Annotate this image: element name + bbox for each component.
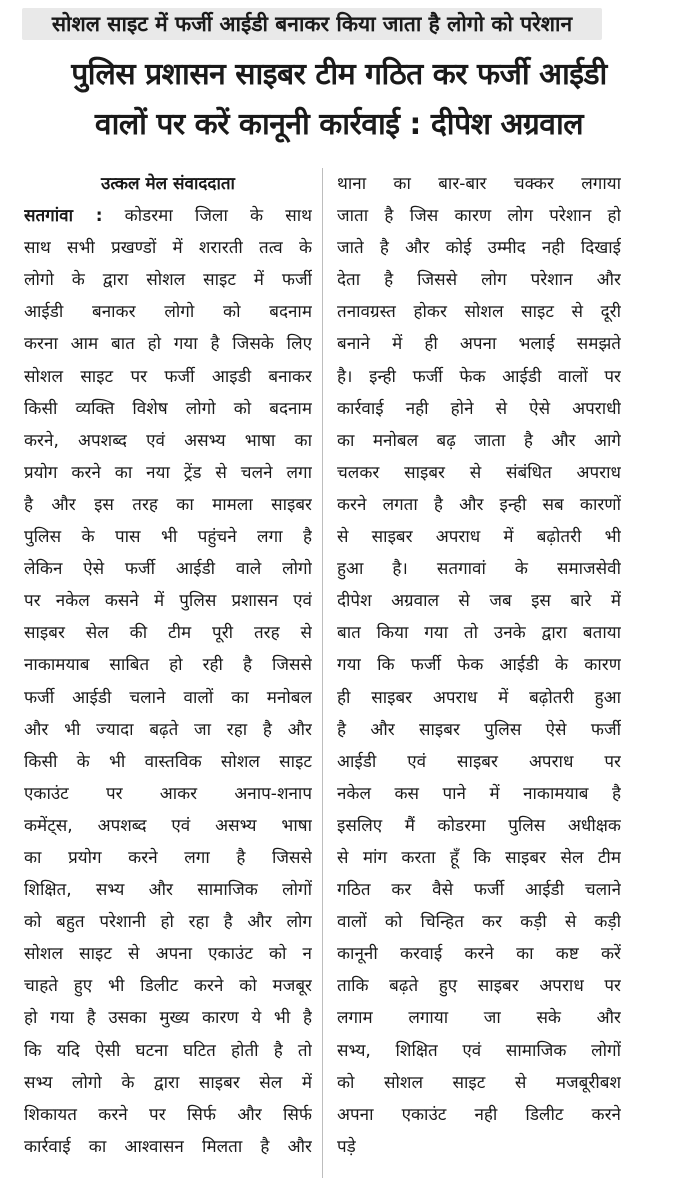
left-line-15: फर्जी आईडी चलाने वालों का मनोबल <box>24 687 312 708</box>
left-line-2: लोगो के द्वारा सोशल साइट में फर्जी <box>24 270 312 291</box>
left-line-14: नाकामयाब साबित हो रही है जिससे <box>24 655 312 676</box>
right-line-14: बात किया गया तो उनके द्वारा बताया <box>337 623 621 644</box>
headline-line-2: वालों पर करें कानूनी कार्रवाई : दीपेश अग्रवाल <box>94 107 584 142</box>
right-line-6: है। इन्ही फर्जी फेक आईडी वालों पर <box>337 366 621 387</box>
right-line-27: सभ्य, शिक्षित एवं सामाजिक लोगों <box>337 1040 621 1061</box>
left-line-17: किसी के भी वास्तविक सोशल साइट <box>24 751 312 772</box>
right-line-17: है और साइबर पुलिस ऐसे फर्जी <box>337 719 621 740</box>
right-line-26: लगाम लगाया जा सके और <box>337 1008 621 1029</box>
left-line-9: है और इस तरह का मामला साइबर <box>24 494 312 515</box>
left-line-0: कोडरमा जिला के साथ <box>124 206 312 227</box>
left-line-16: और भी ज्यादा बढ़ते जा रहा है और <box>24 719 312 740</box>
left-line-6: किसी व्यक्ति विशेष लोगो को बदनाम <box>24 398 312 419</box>
left-line-27: सभ्य लोगो के द्वारा साइबर सेल में <box>24 1072 312 1093</box>
right-line-7: कार्रवाई नही होने से ऐसे अपराधी <box>337 398 621 419</box>
left-line-19: कमेंट्स, अपशब्द एवं असभ्य भाषा <box>24 815 312 836</box>
right-line-29: अपना एकाउंट नही डिलीट करने <box>337 1104 621 1125</box>
right-line-8: का मनोबल बढ़ जाता है और आगे <box>337 430 621 451</box>
left-line-7: करने, अपशब्द एवं असभ्य भाषा का <box>24 430 312 451</box>
right-line-15: गया कि फर्जी फेक आईडी के कारण <box>337 655 621 676</box>
headline-line-1: पुलिस प्रशासन साइबर टीम गठित कर फर्जी आईडी <box>71 57 607 92</box>
left-line-26: कि यदि ऐसी घटना घटित होती है तो <box>24 1040 312 1061</box>
left-line-1: साथ सभी प्रखण्डों में शरारती तत्व के <box>24 238 312 259</box>
right-line-20: इसलिए मैं कोडरमा पुलिस अधीक्षक <box>337 815 621 836</box>
right-line-11: से साइबर अपराध में बढ़ोतरी भी <box>337 527 621 548</box>
left-column <box>24 168 312 1163</box>
right-line-18: आईडी एवं साइबर अपराध पर <box>337 751 621 772</box>
left-line-29: कार्रवाई का आश्वासन मिलता है और <box>24 1136 312 1157</box>
right-line-0: थाना का बार-बार चक्कर लगाया <box>337 174 621 194</box>
right-line-5: बनाने में ही अपना भलाई समझते <box>337 334 621 355</box>
left-line-12: पर नकेल कसने में पुलिस प्रशासन एवं <box>24 591 312 612</box>
right-line-21: से मांग करता हूँ कि साइबर सेल टीम <box>337 847 621 868</box>
dateline: सतगांवा : <box>24 206 103 227</box>
right-line-1: जाता है जिस कारण लोग परेशान हो <box>337 206 621 227</box>
right-line-25: ताकि बढ़ते हुए साइबर अपराध पर <box>337 976 621 997</box>
left-line-22: को बहुत परेशानी हो रहा है और लोग <box>24 912 312 933</box>
byline: उत्कल मेल संवाददाता <box>101 174 235 194</box>
left-line-18: एकाउंट पर आकर अनाप-शनाप <box>24 783 312 804</box>
right-line-16: ही साइबर अपराध में बढ़ोतरी हुआ <box>337 687 621 708</box>
column-line <box>24 200 312 232</box>
right-line-23: वालों को चिन्हित कर कड़ी से कड़ी <box>337 912 621 933</box>
kicker-banner: सोशल साइट में फर्जी आईडी बनाकर किया जाता है लोगो को परेशान <box>22 8 602 40</box>
right-line-30: पड़े <box>337 1136 356 1157</box>
right-line-24: कानूनी करवाई करने का कष्ट करें <box>337 944 621 965</box>
left-line-23: सोशल साइट से अपना एकाउंट को न <box>24 944 312 965</box>
left-line-10: पुलिस के पास भी पहुंचने लगा है <box>24 527 312 548</box>
right-line-9: चलकर साइबर से संबंधित अपराध <box>337 462 621 483</box>
left-line-11: लेकिन ऐसे फर्जी आईडी वाले लोगो <box>24 559 312 580</box>
left-line-24: चाहते हुए भी डिलीट करने को मजबूर <box>24 976 312 997</box>
left-line-20: का प्रयोग करने लगा है जिससे <box>24 847 312 868</box>
right-line-22: गठित कर वैसे फर्जी आईडी चलाने <box>337 880 621 901</box>
right-line-13: दीपेश अग्रवाल से जब इस बारे में <box>337 591 621 612</box>
left-line-21: शिक्षित, सभ्य और सामाजिक लोगों <box>24 880 312 901</box>
right-column <box>337 168 621 1163</box>
right-line-12: हुआ है। सतगावां के समाजसेवी <box>337 559 621 580</box>
right-line-3: देता है जिससे लोग परेशान और <box>337 270 621 291</box>
left-line-13: साइबर सेल की टीम पूरी तरह से <box>24 623 312 644</box>
headline <box>10 50 668 150</box>
right-line-19: नकेल कस पाने में नाकामयाब है <box>337 783 621 804</box>
left-line-28: शिकायत करने पर सिर्फ और सिर्फ <box>24 1104 312 1125</box>
right-line-28: को सोशल साइट से मजबूरीबश <box>337 1072 621 1093</box>
left-line-3: आईडी बनाकर लोगो को बदनाम <box>24 302 312 323</box>
left-line-8: प्रयोग करने का नया ट्रेंड से चलने लगा <box>24 462 312 483</box>
right-line-2: जाते है और कोई उम्मीद नही दिखाई <box>337 238 621 259</box>
left-line-4: करना आम बात हो गया है जिसके लिए <box>24 334 312 355</box>
left-line-5: सोशल साइट पर फर्जी आइडी बनाकर <box>24 366 312 387</box>
left-line-25: हो गया है उसका मुख्य कारण ये भी है <box>24 1008 312 1029</box>
right-line-4: तनावग्रस्त होकर सोशल साइट से दूरी <box>337 302 621 323</box>
column-divider <box>322 168 323 1178</box>
right-line-10: करने लगता है और इन्ही सब कारणों <box>337 494 621 515</box>
